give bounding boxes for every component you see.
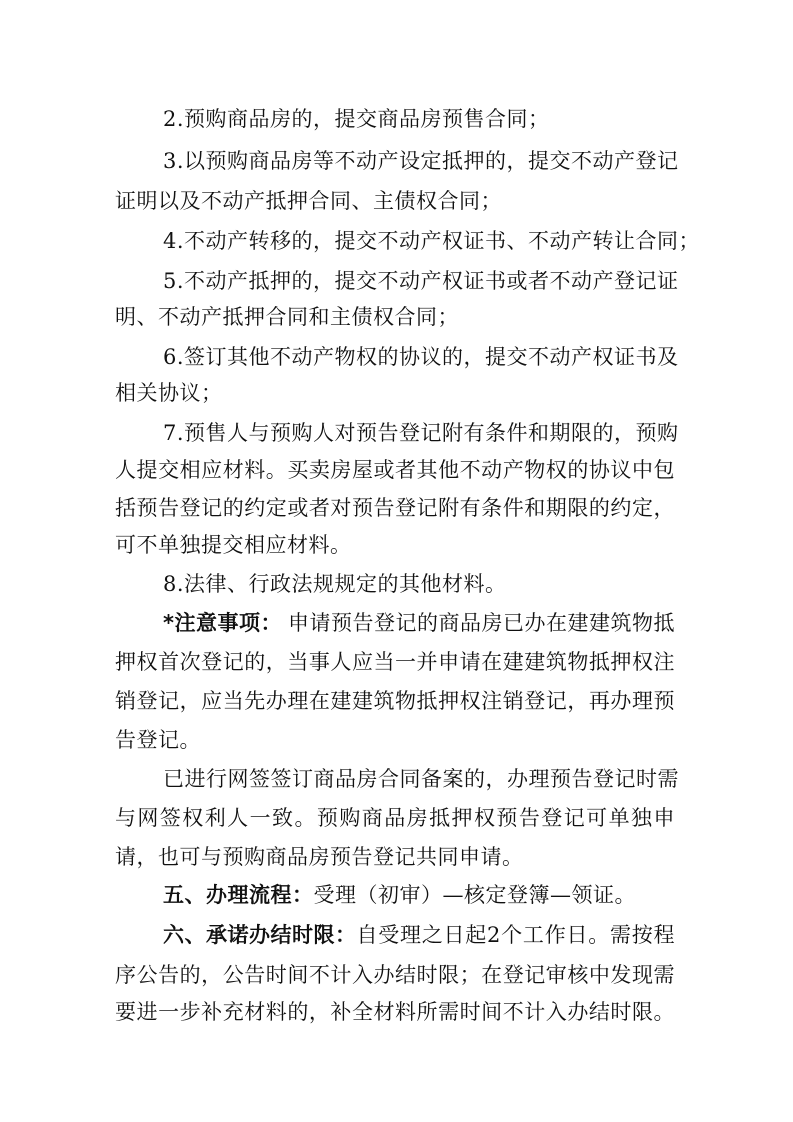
item-7-line-3: 括预告登记的约定或者对预告登记附有条件和期限的约定， (115, 496, 675, 520)
online-signing-line-2: 与网签权利人一致。预购商品房抵押权预告登记可单独申 (115, 806, 675, 830)
item-3-line-2: 证明以及不动产抵押合同、主债权合同； (115, 189, 502, 213)
section-5 (163, 880, 675, 910)
item-6-line-1: 6.签订其他不动产物权的协议的，提交不动产权证书及 (163, 345, 679, 369)
online-signing-line-3: 请，也可与预购商品房预告登记共同申请。 (115, 845, 524, 869)
section-6-line-3: 要进一步补充材料的，补全材料所需时间不计入办结时限。 (115, 1000, 675, 1024)
item-2: 2.预购商品房的，提交商品房预售合同； (163, 107, 550, 131)
notice-label: *注意事项： (163, 611, 282, 635)
notice-line-4: 告登记。 (115, 728, 201, 752)
item-7-line-1: 7.预售人与预购人对预告登记附有条件和期限的，预购 (163, 421, 679, 445)
notice-line-3: 销登记，应当先办理在建建筑物抵押权注销登记，再办理预 (115, 689, 675, 713)
item-4: 4.不动产转移的，提交不动产权证书、不动产转让合同； (163, 229, 701, 253)
item-7-line-4: 可不单独提交相应材料。 (115, 533, 352, 557)
section-5-heading: 五、办理流程： (163, 883, 314, 907)
section-6-heading: 六、承诺办结时限： (163, 923, 357, 947)
item-6-line-2: 相关协议； (115, 381, 223, 405)
notice-line-2: 押权首次登记的，当事人应当一并申请在建建筑物抵押权注 (115, 650, 675, 674)
section-6-line-1 (163, 920, 675, 950)
item-8: 8.法律、行政法规规定的其他材料。 (163, 572, 507, 596)
section-5-text: 受理（初审）—核定登簿—领证。 (313, 883, 636, 907)
notice-text: 申请预告登记的商品房已办在建建筑物抵 (287, 611, 675, 635)
item-5-line-1: 5.不动产抵押的，提交不动产权证书或者不动产登记证 (163, 269, 679, 293)
section-6-text: 自受理之日起2个工作日。需按程 (356, 923, 675, 947)
online-signing-line-1: 已进行网签签订商品房合同备案的，办理预告登记时需 (163, 767, 679, 791)
item-7-line-2: 人提交相应材料。买卖房屋或者其他不动产物权的协议中包 (115, 458, 675, 482)
item-3-line-1: 3.以预购商品房等不动产设定抵押的，提交不动产登记 (163, 149, 679, 173)
section-6-line-2: 序公告的，公告时间不计入办结时限；在登记审核中发现需 (115, 963, 675, 987)
item-5-line-2: 明、不动产抵押合同和主债权合同； (115, 305, 459, 329)
notice-line-1 (163, 608, 675, 638)
